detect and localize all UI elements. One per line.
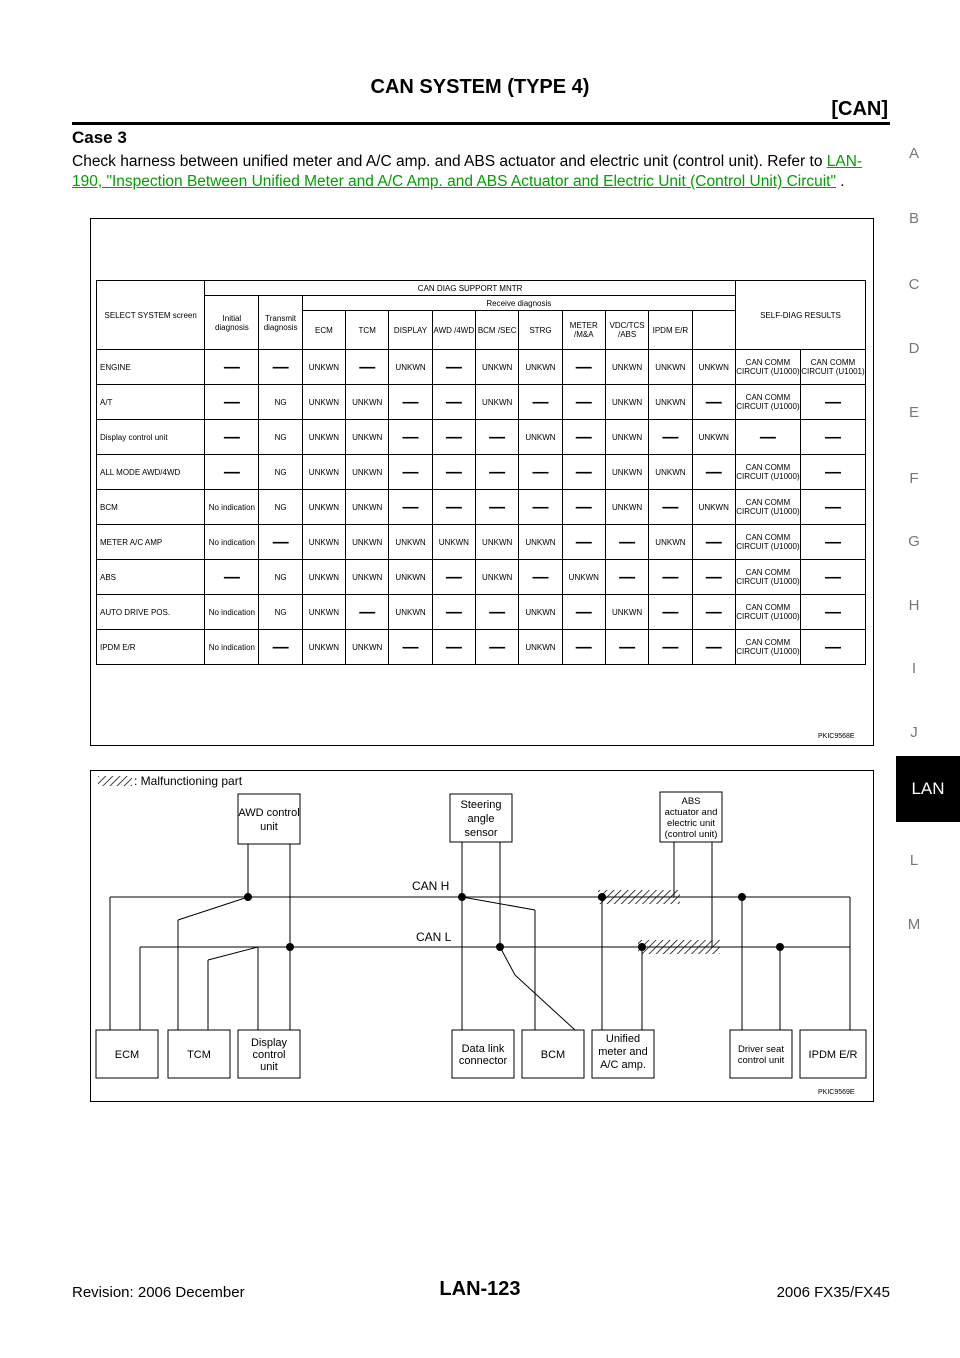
section-tag: [CAN] (831, 98, 888, 120)
case-heading: Case 3 (72, 128, 127, 147)
svg-text:angle: angle (467, 813, 495, 825)
sidebar-letter-g[interactable]: G (908, 533, 920, 550)
sidebar-letter-e[interactable]: E (908, 404, 919, 421)
row-system: ABS (97, 560, 205, 595)
row-cell: UNKWN (302, 525, 345, 560)
sidebar-letter-j[interactable]: J (910, 724, 918, 741)
row-cell: — (605, 560, 648, 595)
svg-text:meter and: meter and (598, 1046, 648, 1058)
row-cell: — (692, 525, 735, 560)
svg-text:Display: Display (250, 1037, 288, 1049)
paragraph-end: . (836, 173, 845, 190)
row-cell: UNKWN (519, 525, 562, 560)
receive-col-5: STRG (519, 311, 562, 350)
wiring-figure-id: PKIC9569E (818, 1089, 855, 1096)
footer-revision: Revision: 2006 December (72, 1284, 245, 1301)
row-cell: UNKWN (389, 560, 432, 595)
sidebar-letter-m[interactable]: M (907, 916, 921, 933)
row-cell: UNKWN (302, 595, 345, 630)
header-self-diag: SELF-DIAG RESULTS (735, 281, 865, 350)
row-cell: UNKWN (605, 455, 648, 490)
row-cell: UNKWN (605, 490, 648, 525)
receive-col-1: TCM (346, 311, 389, 350)
table-row (97, 490, 866, 525)
row-cell: — (259, 525, 302, 560)
malfunction-can-l (638, 940, 720, 954)
row-cell: — (432, 630, 475, 665)
header-rule (72, 122, 890, 125)
table-row (97, 350, 866, 385)
instruction-paragraph (72, 152, 892, 192)
row-system: A/T (97, 385, 205, 420)
can-h-label: CAN H (412, 879, 450, 893)
diag-results-table (96, 280, 866, 665)
row-cell: — (692, 630, 735, 665)
row-cell: UNKWN (389, 525, 432, 560)
row-cell: UNKWN (562, 560, 605, 595)
header-transmit: Transmit diagnosis (259, 296, 302, 350)
row-cell: — (432, 455, 475, 490)
svg-text:A/C amp.: A/C amp. (600, 1059, 646, 1071)
row-cell: — (476, 420, 519, 455)
row-cell: — (692, 385, 735, 420)
row-cell: — (605, 630, 648, 665)
reference-link[interactable]: LAN-190, "Inspection Between Unified Meter and A/C Amp. and ABS Actuator and Electric Unit (Control Unit) Circuit" (72, 153, 863, 190)
row-cell: — (476, 630, 519, 665)
row-cell: UNKWN (346, 385, 389, 420)
row-system: Display control unit (97, 420, 205, 455)
awd-control-unit (238, 794, 300, 844)
row-self-diag: — (800, 385, 865, 420)
row-cell: UNKWN (605, 420, 648, 455)
row-cell: — (562, 350, 605, 385)
receive-col-3: AWD /4WD (432, 311, 475, 350)
row-system: IPDM E/R (97, 630, 205, 665)
row-self-diag: — (800, 420, 865, 455)
row-cell: — (562, 490, 605, 525)
row-cell: — (389, 490, 432, 525)
row-system: METER A/C AMP (97, 525, 205, 560)
svg-text:BCM: BCM (540, 1049, 566, 1061)
sidebar-letter-f[interactable]: F (909, 470, 919, 487)
row-self-diag: CAN COMM CIRCUIT (U1000) (735, 350, 800, 385)
row-cell: UNKWN (302, 560, 345, 595)
row-cell: — (432, 490, 475, 525)
row-cell: — (389, 455, 432, 490)
row-cell: — (205, 385, 259, 420)
receive-col-4: BCM /SEC (476, 311, 519, 350)
row-cell: UNKWN (389, 350, 432, 385)
sidebar-letter-a[interactable]: A (908, 145, 919, 162)
svg-text:ECM: ECM (114, 1049, 140, 1061)
row-cell: — (389, 630, 432, 665)
table-row (97, 630, 866, 665)
row-cell: UNKWN (649, 455, 692, 490)
row-cell: — (649, 420, 692, 455)
svg-text:Steering: Steering (460, 799, 502, 811)
row-cell: — (205, 455, 259, 490)
active-section-tab[interactable]: LAN (896, 756, 960, 822)
receive-col-6: METER /M&A (562, 311, 605, 350)
receive-col-7: VDC/TCS /ABS (605, 311, 648, 350)
row-self-diag: CAN COMM CIRCUIT (U1000) (735, 560, 800, 595)
row-cell: — (562, 385, 605, 420)
row-cell: — (562, 525, 605, 560)
row-system: BCM (97, 490, 205, 525)
row-cell: UNKWN (302, 455, 345, 490)
row-cell: UNKWN (519, 350, 562, 385)
row-cell: — (205, 420, 259, 455)
row-self-diag: CAN COMM CIRCUIT (U1000) (735, 525, 800, 560)
row-cell: No indication (205, 525, 259, 560)
row-cell: — (562, 595, 605, 630)
table-row (97, 560, 866, 595)
row-cell: UNKWN (302, 385, 345, 420)
row-cell: — (692, 560, 735, 595)
row-cell: — (692, 455, 735, 490)
table-row (97, 595, 866, 630)
row-self-diag: — (800, 630, 865, 665)
row-system: AUTO DRIVE POS. (97, 595, 205, 630)
row-cell: No indication (205, 630, 259, 665)
svg-text:electric unit: electric unit (666, 818, 716, 829)
svg-text:actuator and: actuator and (664, 807, 718, 818)
row-self-diag: — (800, 490, 865, 525)
row-self-diag: CAN COMM CIRCUIT (U1000) (735, 490, 800, 525)
svg-text:sensor: sensor (464, 827, 498, 839)
row-self-diag: CAN COMM CIRCUIT (U1000) (735, 595, 800, 630)
row-cell: NG (259, 560, 302, 595)
svg-text:TCM: TCM (187, 1049, 211, 1061)
row-cell: — (389, 420, 432, 455)
row-cell: UNKWN (346, 630, 389, 665)
row-cell: UNKWN (649, 385, 692, 420)
receive-col-0: ECM (302, 311, 345, 350)
row-cell: UNKWN (476, 385, 519, 420)
row-cell: — (562, 455, 605, 490)
footer-page-number: LAN-123 (439, 1278, 521, 1300)
row-cell: UNKWN (649, 525, 692, 560)
header-select-system: SELECT SYSTEM screen (97, 281, 205, 350)
row-cell: — (346, 350, 389, 385)
svg-text:Driver seat: Driver seat (738, 1044, 784, 1055)
row-self-diag: — (800, 525, 865, 560)
row-cell: UNKWN (346, 525, 389, 560)
row-cell: UNKWN (302, 420, 345, 455)
paragraph-text: Check harness between unified meter and A/C amp. and ABS actuator and electric unit (control unit). Refer to (72, 153, 823, 170)
row-cell: NG (259, 455, 302, 490)
row-cell: UNKWN (605, 350, 648, 385)
sidebar-letter-i[interactable]: I (911, 660, 917, 677)
row-cell: — (476, 490, 519, 525)
row-cell: No indication (205, 490, 259, 525)
row-self-diag: — (800, 455, 865, 490)
row-cell: NG (259, 595, 302, 630)
can-wiring-diagram (90, 770, 872, 1100)
row-cell: — (562, 630, 605, 665)
row-cell: — (205, 560, 259, 595)
sidebar-letter-h[interactable]: H (908, 597, 920, 614)
row-cell: UNKWN (302, 490, 345, 525)
row-cell: UNKWN (476, 560, 519, 595)
svg-text:(control unit): (control unit) (664, 829, 718, 840)
header-can-diag: CAN DIAG SUPPORT MNTR (205, 281, 736, 296)
row-cell: — (519, 560, 562, 595)
can-l-label: CAN L (416, 930, 452, 944)
row-cell: NG (259, 490, 302, 525)
row-cell: — (649, 630, 692, 665)
row-cell: — (389, 385, 432, 420)
sidebar-letter-l[interactable]: L (909, 852, 919, 869)
row-cell: UNKWN (605, 595, 648, 630)
svg-text:AWD control: AWD control (238, 807, 300, 819)
table-row (97, 525, 866, 560)
row-cell: UNKWN (346, 455, 389, 490)
row-self-diag: CAN COMM CIRCUIT (U1001) (800, 350, 865, 385)
svg-text:ABS: ABS (681, 796, 701, 807)
row-cell: — (562, 420, 605, 455)
svg-text:control: control (252, 1049, 286, 1061)
svg-text:Data link: Data link (461, 1043, 505, 1055)
row-cell: — (519, 455, 562, 490)
table-row (97, 420, 866, 455)
row-cell: UNKWN (346, 560, 389, 595)
svg-text:connector: connector (458, 1055, 508, 1067)
table-row (97, 385, 866, 420)
row-self-diag: — (800, 595, 865, 630)
row-cell: — (519, 490, 562, 525)
row-cell: — (205, 350, 259, 385)
row-cell: — (259, 350, 302, 385)
figure-id: PKIC9568E (818, 733, 855, 740)
row-system: ALL MODE AWD/4WD (97, 455, 205, 490)
row-cell: UNKWN (302, 630, 345, 665)
row-cell: — (432, 350, 475, 385)
row-self-diag: CAN COMM CIRCUIT (U1000) (735, 385, 800, 420)
malfunction-legend (98, 774, 243, 788)
svg-text:control unit: control unit (737, 1055, 785, 1066)
svg-text:Unified: Unified (605, 1033, 641, 1045)
row-cell: — (346, 595, 389, 630)
header-receive: Receive diagnosis (302, 296, 735, 311)
row-cell: UNKWN (692, 490, 735, 525)
row-cell: — (259, 630, 302, 665)
row-cell: UNKWN (519, 595, 562, 630)
row-cell: — (649, 490, 692, 525)
row-cell: — (432, 560, 475, 595)
receive-col-8: IPDM E/R (649, 311, 692, 350)
row-cell: — (605, 525, 648, 560)
row-cell: UNKWN (432, 525, 475, 560)
row-cell: — (432, 385, 475, 420)
svg-text:IPDM E/R: IPDM E/R (808, 1049, 858, 1061)
legend-text: : Malfunctioning part (134, 774, 243, 788)
row-system: ENGINE (97, 350, 205, 385)
row-cell: No indication (205, 595, 259, 630)
row-cell: — (432, 595, 475, 630)
row-cell: — (432, 420, 475, 455)
row-self-diag: CAN COMM CIRCUIT (U1000) (735, 455, 800, 490)
svg-text:unit: unit (260, 1061, 278, 1073)
row-cell: UNKWN (519, 420, 562, 455)
row-cell: — (519, 385, 562, 420)
header-initial: Initial diagnosis (205, 296, 259, 350)
row-cell: UNKWN (649, 350, 692, 385)
row-cell: UNKWN (476, 525, 519, 560)
receive-col-2: DISPLAY (389, 311, 432, 350)
row-cell: UNKWN (692, 350, 735, 385)
row-cell: — (649, 560, 692, 595)
row-self-diag: — (800, 560, 865, 595)
row-cell: — (692, 595, 735, 630)
row-cell: — (649, 595, 692, 630)
row-cell: UNKWN (519, 630, 562, 665)
row-cell: UNKWN (605, 385, 648, 420)
table-row (97, 455, 866, 490)
row-cell: UNKWN (389, 595, 432, 630)
row-self-diag: CAN COMM CIRCUIT (U1000) (735, 630, 800, 665)
sidebar-letter-c[interactable]: C (908, 276, 920, 293)
row-cell: UNKWN (692, 420, 735, 455)
row-cell: UNKWN (476, 350, 519, 385)
row-cell: — (476, 595, 519, 630)
row-cell: — (476, 455, 519, 490)
row-self-diag: — (735, 420, 800, 455)
row-cell: UNKWN (302, 350, 345, 385)
sidebar-letter-b[interactable]: B (908, 210, 919, 227)
page-title: CAN SYSTEM (TYPE 4) (370, 76, 590, 98)
row-cell: UNKWN (346, 420, 389, 455)
footer-model: 2006 FX35/FX45 (776, 1284, 890, 1301)
row-cell: NG (259, 420, 302, 455)
row-cell: NG (259, 385, 302, 420)
row-cell: UNKWN (346, 490, 389, 525)
svg-text:unit: unit (260, 821, 278, 833)
sidebar-letter-d[interactable]: D (908, 340, 920, 357)
malfunction-can-h (598, 890, 680, 904)
